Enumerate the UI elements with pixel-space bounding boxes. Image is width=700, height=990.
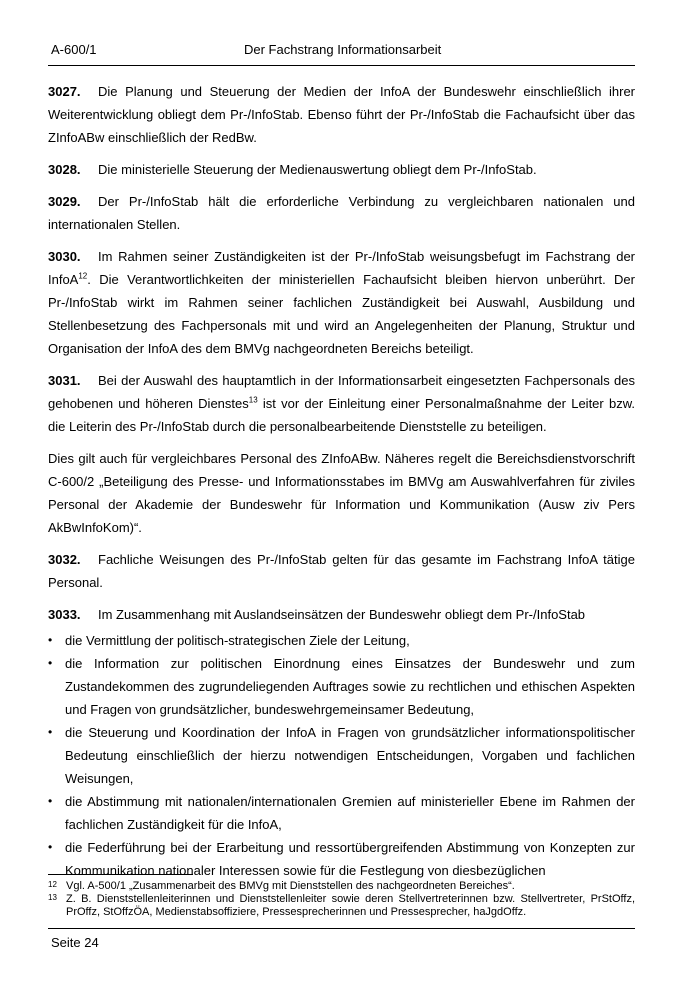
list-item-text: die Vermittlung der politisch-strategischen Ziele der Leitung, (65, 633, 410, 648)
footnote-reference[interactable]: 13 (248, 395, 258, 405)
header-divider (48, 65, 635, 66)
paragraph-number: 3032. (48, 552, 81, 567)
paragraph-text: Im Rahmen seiner Zuständigkeiten ist der Pr-/InfoStab weisungsbefugt im Fachstrang der InfoA (48, 249, 635, 287)
footnote-divider (48, 874, 193, 875)
footnote-mark: 13 (48, 893, 57, 902)
paragraph-number: 3029. (48, 194, 81, 209)
bullet-icon: • (48, 794, 53, 808)
paragraph-text: Die Planung und Steuerung der Medien der InfoA der Bundeswehr einschließlich ihrer Weiterentwicklung obliegt dem Pr-/InfoStab. Ebenso führt der Pr-/InfoStab die Fachaufsicht über das ZInfoABw einschließlich der RedBw. (48, 84, 635, 145)
document-body (48, 80, 635, 882)
paragraph-3031-continuation (48, 447, 635, 539)
list-item-text: die Abstimmung mit nationalen/internationalen Gremien auf ministerieller Ebene im Rahmen der fachlichen Zuständigkeit für die InfoA, (65, 794, 635, 832)
page-header (48, 42, 635, 62)
footnote-mark: 12 (48, 880, 57, 889)
paragraph-number: 3033. (48, 607, 81, 622)
paragraph-text: Im Zusammenhang mit Auslandseinsätzen der Bundeswehr obliegt dem Pr-/InfoStab (98, 607, 586, 622)
paragraph-text: Der Pr-/InfoStab hält die erforderliche Verbindung zu vergleichbaren nationalen und internationalen Stellen. (48, 194, 635, 232)
paragraph-number: 3031. (48, 373, 81, 388)
footnotes (48, 880, 635, 919)
paragraph-number: 3030. (48, 249, 81, 264)
paragraph-3030 (48, 245, 635, 360)
list-item (48, 652, 635, 721)
paragraph-text: Dies gilt auch für vergleichbares Personal des ZInfoABw. Näheres regelt die Bereichsdienstvorschrift C-600/2 „Beteiligung des Presse- und Informationsstabes im BMVg am Auswahlverfahren für ziviles Personal der Akademie der Bundeswehr für Information und Kommunikation (Ausw ziv Pers AkBwInfoKom)“. (48, 451, 635, 535)
paragraph-3033 (48, 603, 635, 626)
bullet-icon: • (48, 840, 53, 854)
list-item (48, 836, 635, 882)
paragraph-text-continued: ist vor der Einleitung einer Personalmaßnahme der Leiter bzw. die Leiterin des Pr-/InfoStab durch die personalbearbeitende Dienststelle zu beteiligen. (48, 396, 635, 434)
list-item-text: die Information zur politischen Einordnung eines Einsatzes der Bundeswehr und zum Zustandekommen des zugrundeliegenden Auftrages sowie zu rechtlichen und ethischen Aspekten und Fragen von grundsätzlicher, bundeswehrgemeinsamer Bedeutung, (65, 656, 635, 717)
paragraph-number: 3028. (48, 162, 81, 177)
bullet-icon: • (48, 656, 53, 670)
footnote-text: Vgl. A-500/1 „Zusammenarbeit des BMVg mit Dienststellen des nachgeordneten Bereiches“. (66, 880, 515, 892)
document-id: A-600/1 (51, 42, 97, 57)
bullet-list (48, 629, 635, 882)
list-item-text: die Federführung bei der Erarbeitung und ressortübergreifenden Abstimmung von Konzepten zur Kommunikation nationaler Interessen sowie für die Festlegung von diesbezüglichen (65, 840, 635, 878)
list-item (48, 721, 635, 790)
paragraph-number: 3027. (48, 84, 81, 99)
paragraph-text-continued: . Die Verantwortlichkeiten der ministeriellen Fachaufsicht bleiben hiervon unberührt. Der Pr-/InfoStab wirkt im Rahmen seiner fachlichen Zuständigkeit bei Auswahl, Ausbildung und Stellenbesetzung des Fachpersonals mit und wird an Angelegenheiten der Planung, Struktur und Organisation der InfoA des dem BMVg nachgeordneten Bereichs beteiligt. (48, 272, 635, 356)
document-title: Der Fachstrang Informationsarbeit (244, 42, 442, 57)
paragraph-3029 (48, 190, 635, 236)
footnote-13 (48, 893, 635, 919)
list-item (48, 629, 635, 652)
paragraph-3032 (48, 548, 635, 594)
document-page (48, 0, 635, 990)
footer-divider (48, 928, 635, 929)
list-item-text: die Steuerung und Koordination der InfoA in Fragen von grundsätzlicher informationspolitischer Bedeutung einschließlich der hierzu notwendigen Entscheidungen, Vorgaben und fachlichen Weisungen, (65, 725, 635, 786)
footnote-text: Z. B. Dienststellenleiterinnen und Dienststellenleiter sowie deren Stellvertreterinnen bzw. Stellvertreter, PrStOffz, PrOffz, StOffzÖA, Medienstabsoffiziere, Pressesprecherinnen und Pressesprecher, haJgdOffz. (66, 893, 635, 918)
list-item (48, 790, 635, 836)
paragraph-3027 (48, 80, 635, 149)
paragraph-3028 (48, 158, 635, 181)
paragraph-text: Bei der Auswahl des hauptamtlich in der Informationsarbeit eingesetzten Fachpersonals des gehobenen und höheren Dienstes (48, 373, 635, 411)
bullet-icon: • (48, 633, 53, 647)
bullet-icon: • (48, 725, 53, 739)
paragraph-text: Die ministerielle Steuerung der Medienauswertung obliegt dem Pr-/InfoStab. (98, 162, 537, 177)
page-number: Seite 24 (51, 935, 99, 950)
paragraph-text: Fachliche Weisungen des Pr-/InfoStab gelten für das gesamte im Fachstrang InfoA tätige Personal. (48, 552, 635, 590)
footnote-reference[interactable]: 12 (78, 271, 88, 281)
footnote-12 (48, 880, 635, 893)
paragraph-3031 (48, 369, 635, 438)
